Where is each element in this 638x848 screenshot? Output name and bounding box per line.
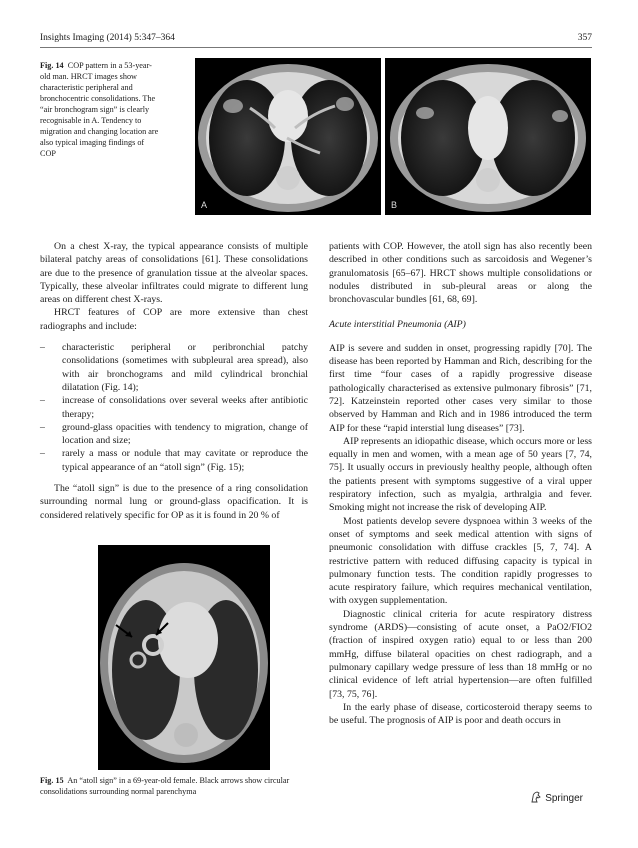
panel-label-a: A: [201, 200, 208, 210]
right-paragraph-3: AIP represents an idiopathic disease, which occurs more or less equally in men and women, with a mean age of 50 years [7, 74, 75]. It usually occurs in previously healthy people, although often the patients present with symptoms suggestive of a viral upper respiratory infection, such as myalgia, arthralgia and fever. Smoking might not increase the risk of developing AIP.: [329, 435, 592, 514]
left-paragraph-3: The “atoll sign” is due to the presence of a ring consolidation surrounding normal lung or ground-glass opacification. It is considered relatively specific for OP as it is found in 20 % of: [40, 483, 308, 521]
fig14-caption: [40, 60, 162, 159]
fig14-panel-a: [195, 58, 381, 215]
fig14-caption-text: COP pattern in a 53-year-old man. HRCT images show characteristic peripheral and bronchocentric consolidations. The “air bronchogram sign” is clearly recognisable in A. Tendency to migration and changing location are also typical imaging findings of COP: [40, 61, 159, 158]
left-paragraph-2: HRCT features of COP are more extensive than chest radiographs and include:: [40, 307, 308, 332]
ct-scan-a-image: [195, 58, 381, 215]
section-heading: Acute interstitial Pneumonia (AIP): [329, 319, 466, 331]
right-paragraph-1: patients with COP. However, the atoll sign has also recently been described in other conditions such as sarcoidosis and Wegener’s granulomatosis [65–67]. HRCT shows multiple consolidations or nodules distributed in sub-pleural areas or along the bronchovascular bundles [61, 68, 69].: [329, 241, 592, 306]
right-paragraph-6: In the early phase of disease, corticosteroid therapy seems to be useful. The prognosis of AIP is poor and death occurs in: [329, 701, 592, 727]
right-paragraph-4: Most patients develop severe dyspnoea within 3 weeks of the onset of symptoms and seek medical attention with signs of pneumonic consolidation with diffuse crackles [5, 7, 74]. A restrictive pattern with reduced diffusing capacity is typical in pulmonary function tests. The condition rapidly progresses to acute respiratory failure, which requires mechanical ventilation, with oxygen supplementation.: [329, 515, 592, 607]
page-number: 357: [577, 33, 592, 43]
list-item: – increase of consolidations over several weeks after antibiotic therapy;: [40, 394, 308, 421]
left-column: [40, 240, 308, 522]
springer-horse-icon: [530, 791, 542, 803]
header-rule: [40, 47, 592, 48]
right-column: [329, 240, 592, 727]
running-header: Insights Imaging (2014) 5:347–364: [40, 33, 175, 43]
fig14-panel-b: [385, 58, 591, 215]
fig14-label: Fig. 14: [40, 61, 64, 70]
right-paragraph-2: AIP is severe and sudden in onset, progressing rapidly [70]. The disease has been reported by Hamman and Rich, describing for the first time “four cases of a rapidly progressive disease pathologically characterised as extensive pulmonary fibrosis” [71, 72]. Katzeinstein reported other cases very similar to those observed by Hamman and Rich and in 1986 introduced the term AIP for these “rapid interstial lung diseases” [73].: [329, 342, 592, 434]
fig15-caption-text: An “atoll sign” in a 69-year-old female. Black arrows show circular consolidations surrounding normal parenchyma: [40, 776, 290, 796]
fig15-image: [98, 545, 270, 770]
ct-scan-atoll-image: [98, 545, 270, 770]
publisher-name: Springer: [545, 793, 583, 804]
panel-label-b: B: [391, 200, 398, 210]
left-paragraph-1: On a chest X-ray, the typical appearance consists of multiple bilateral patchy areas of consolidations [61]. These consolidations are due to the presence of granulation tissue at the alveolar spaces. Typically, these alveolar infiltrates could migrate to different lung areas on different chest X-rays.: [40, 241, 308, 306]
publisher-logo: [530, 791, 583, 804]
fig15-label: Fig. 15: [40, 776, 64, 785]
fig15-caption: [40, 775, 308, 797]
hrct-features-list: [40, 341, 308, 474]
list-item: – rarely a mass or nodule that may cavitate or reproduce the typical appearance of an “atoll sign” (Fig. 15);: [40, 447, 308, 474]
right-paragraph-5: Diagnostic clinical criteria for acute respiratory distress syndrome (ARDS)—consisting of acute onset, a PaO2/FIO2 (fraction of inspired oxygen ratio) equal to or less than 200 mmHg, diffuse bilateral opacities on chest radiograph, and a pulmonary capillary wedge pressure of less than 18 mmHg or no clinical evidence of left atrial hypertension—are often fulfilled [73, 75, 76].: [329, 608, 592, 700]
list-item: – characteristic peripheral or peribronchial patchy consolidations (sometimes with subpleural area spread), also with air bronchograms and mild cylindrical bronchial dilatation (Fig. 14);: [40, 341, 308, 394]
list-item: – ground-glass opacities with tendency to migration, change of location and size;: [40, 421, 308, 448]
ct-scan-b-image: [385, 58, 591, 215]
